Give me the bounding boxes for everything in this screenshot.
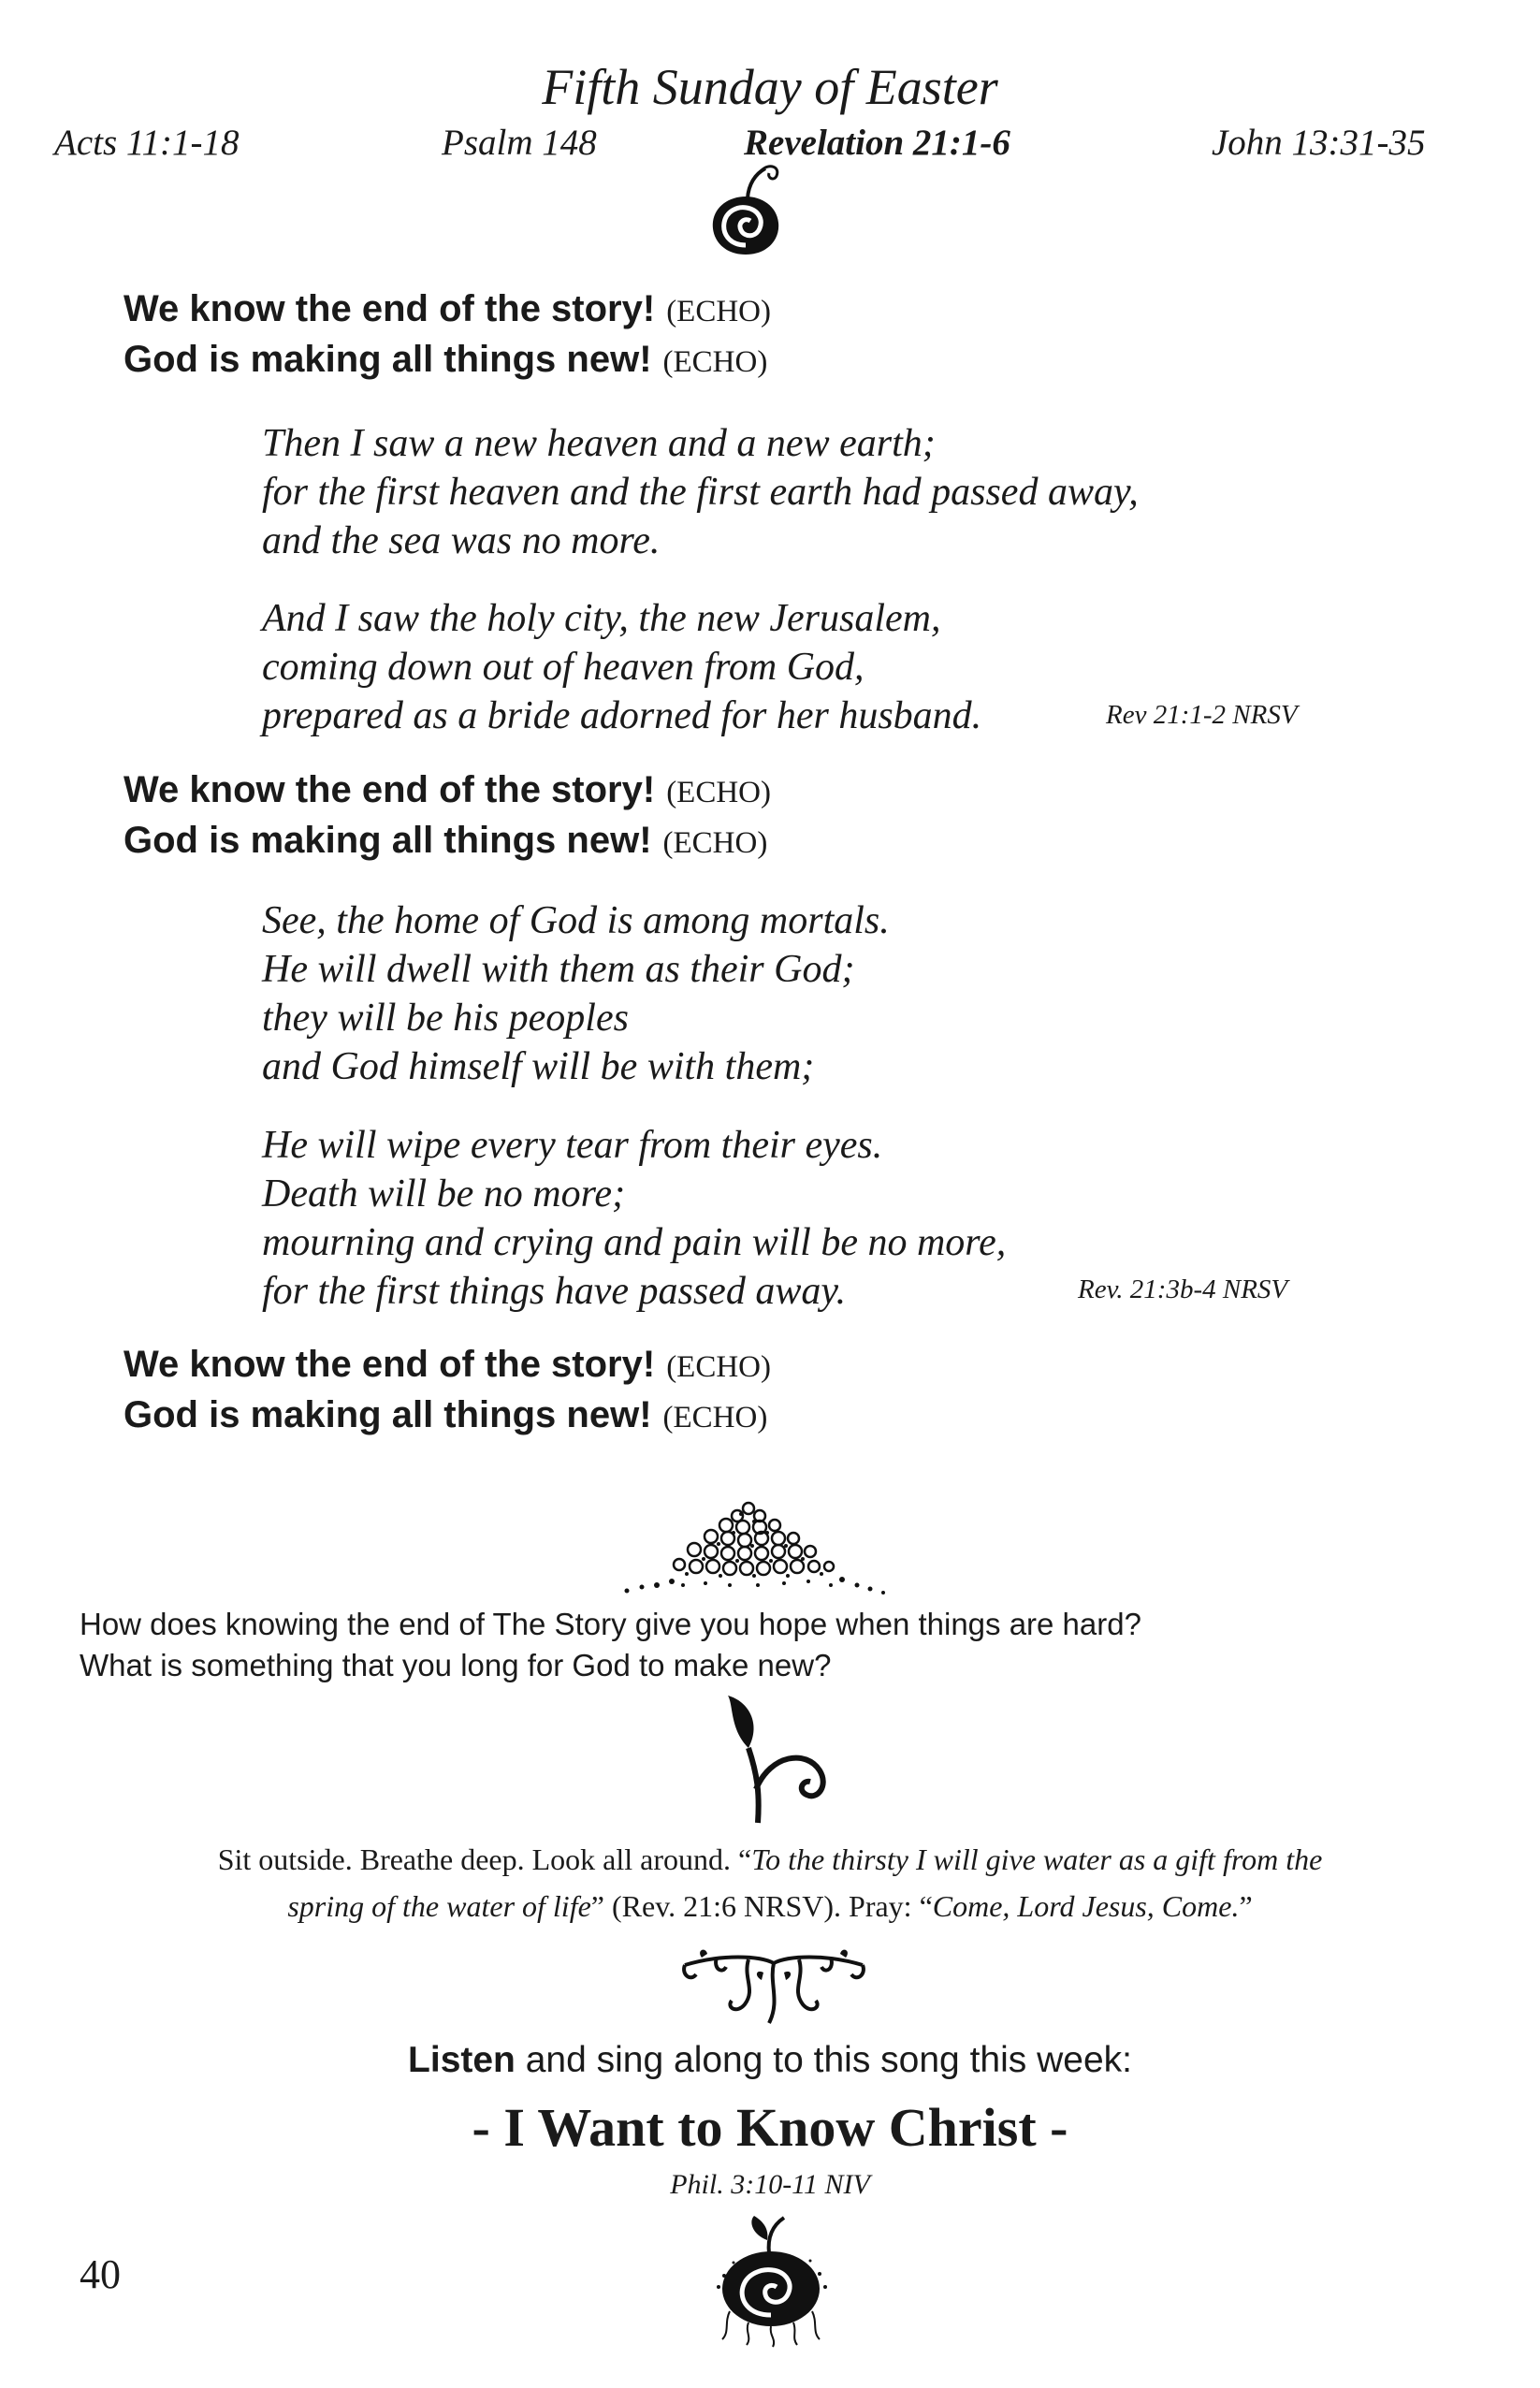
passage-2-stanza-1: See, the home of God is among mortals. He will dwell with them as their God; they will be his peoples and God himself will be with them; bbox=[262, 899, 890, 1088]
refrain-3-line-1: We know the end of the story! (ECHO) bbox=[123, 1344, 771, 1385]
refrain-1-line-1: We know the end of the story! (ECHO) bbox=[123, 288, 771, 329]
reading-acts: Acts 11:1-18 bbox=[54, 123, 240, 163]
spiral-sprout-icon bbox=[704, 161, 788, 264]
passage-1-citation: Rev 21:1-2 NRSV bbox=[1106, 700, 1298, 730]
berry-cluster-icon bbox=[589, 1495, 908, 1600]
passage-1-stanza-2: And I saw the holy city, the new Jerusalem, coming down out of heaven from God, prepared as a bride adorned for her husband. bbox=[262, 597, 982, 737]
passage-2-citation: Rev. 21:3b-4 NRSV bbox=[1078, 1274, 1288, 1304]
reading-john: John 13:31-35 bbox=[1212, 123, 1426, 163]
refrain-2-line-1: We know the end of the story! (ECHO) bbox=[123, 769, 771, 810]
curled-sprout-icon bbox=[720, 1692, 851, 1830]
refrain-2-line-2: God is making all things new! (ECHO) bbox=[123, 820, 768, 861]
prompt-line-1: Sit outside. Breathe deep. Look all around. “To the thirsty I will give water as a gift from the bbox=[217, 1842, 1323, 1876]
listen-instruction: Listen and sing along to this song this week: bbox=[408, 2040, 1132, 2080]
reading-revelation: Revelation 21:1-6 bbox=[744, 123, 1010, 163]
prompt-line-2: spring of the water of life” (Rev. 21:6 NRSV). Pray: “Come, Lord Jesus, Come.” bbox=[287, 1889, 1253, 1923]
reading-psalm: Psalm 148 bbox=[442, 123, 597, 163]
page-title: Fifth Sunday of Easter bbox=[542, 59, 998, 115]
passage-1-stanza-1: Then I saw a new heaven and a new earth; for the first heaven and the first earth had passed away, and the sea was no more. bbox=[262, 422, 1139, 562]
song-reference: Phil. 3:10-11 NIV bbox=[670, 2169, 870, 2200]
question-make-new: What is something that you long for God to make new? bbox=[80, 1648, 832, 1682]
spiral-seed-icon bbox=[711, 2208, 833, 2349]
question-hope: How does knowing the end of The Story give you hope when things are hard? bbox=[80, 1607, 1141, 1641]
passage-2-stanza-2: He will wipe every tear from their eyes. Death will be no more; mourning and crying and pain will be no more, for the first things have passed away. bbox=[262, 1124, 1007, 1313]
vine-ornament-icon bbox=[676, 1946, 872, 2032]
song-title: - I Want to Know Christ - bbox=[472, 2097, 1068, 2158]
refrain-3-line-2: God is making all things new! (ECHO) bbox=[123, 1394, 768, 1435]
page-number: 40 bbox=[80, 2251, 121, 2297]
refrain-1-line-2: God is making all things new! (ECHO) bbox=[123, 339, 768, 380]
